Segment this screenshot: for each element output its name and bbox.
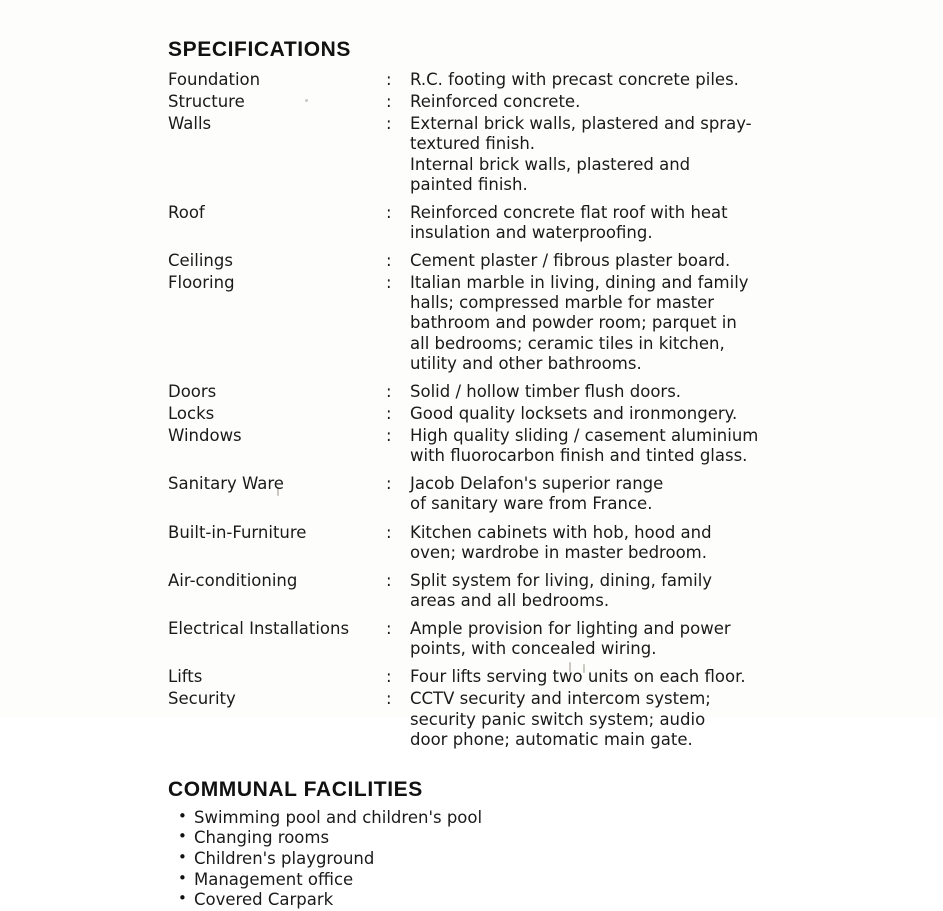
spec-separator: : (386, 570, 392, 590)
table-row (168, 404, 808, 426)
spec-separator: : (386, 426, 392, 445)
spec-value-line: halls; compressed marble for master (410, 293, 715, 313)
table-row (168, 70, 808, 92)
spec-value-line: Jacob Delafon's superior range (410, 474, 664, 494)
spec-separator: : (386, 70, 392, 89)
list-item: • Changing rooms (178, 828, 808, 849)
spec-value (410, 426, 808, 468)
spec-value (410, 376, 808, 404)
spec-value-line: Good quality locksets and ironmongery. (410, 403, 738, 423)
table-row (168, 114, 808, 197)
spec-separator: : (386, 689, 392, 709)
spec-value-line: R.C. footing with precast concrete piles. (410, 70, 739, 89)
communal-facilities-list (168, 808, 808, 911)
spec-separator: : (386, 92, 392, 112)
list-item: • Covered Carpark (178, 890, 808, 911)
specifications-table (168, 70, 808, 752)
spec-separator: : (386, 474, 392, 494)
spec-label: Built-in-Furniture (168, 522, 307, 542)
spec-value-line: utility and other bathrooms. (410, 353, 642, 373)
table-row (168, 197, 808, 245)
spec-value (410, 92, 808, 114)
spec-value-line: Italian marble in living, dining and family (410, 273, 749, 293)
spec-value-line: CCTV security and intercom system; (410, 689, 711, 709)
table-row (168, 273, 808, 376)
list-item: • Management office (178, 870, 808, 891)
spec-value (410, 245, 808, 273)
table-row (168, 376, 808, 404)
spec-separator: : (386, 273, 392, 293)
communal-facilities-section (168, 778, 808, 911)
spec-value (410, 273, 808, 376)
spec-value-line: External brick walls, plastered and spray- (410, 114, 752, 134)
spec-separator: : (386, 522, 392, 542)
specifications-heading: SPECIFICATIONS (168, 38, 352, 61)
spec-label: Air-conditioning (168, 570, 298, 590)
spec-separator: : (386, 114, 392, 134)
table-row (168, 92, 808, 114)
spec-label: Walls (168, 114, 212, 134)
table-row (168, 661, 808, 689)
spec-value-line: points, with concealed wiring. (410, 639, 657, 659)
spec-label: Doors (168, 381, 217, 401)
spec-value-line: door phone; automatic main gate. (410, 729, 693, 749)
spec-value (410, 517, 808, 565)
spec-value-line: with fluorocarbon finish and tinted glass. (410, 446, 748, 466)
spec-label: Sanitary Ware (168, 474, 284, 494)
spec-label: Ceilings (168, 251, 233, 270)
spec-label: Electrical Installations (168, 619, 350, 638)
list-item: • Children's playground (178, 849, 808, 870)
spec-value-line: High quality sliding / casement aluminium (410, 426, 759, 445)
spec-value-line: Solid / hollow timber flush doors. (410, 381, 682, 401)
spec-separator: : (386, 403, 392, 423)
spec-value (410, 114, 808, 197)
spec-value (410, 661, 808, 689)
table-row (168, 565, 808, 613)
spec-separator: : (386, 619, 392, 638)
spec-value-line: painted finish. (410, 174, 528, 194)
spec-value (410, 197, 808, 245)
spec-label: Security (168, 689, 236, 709)
spec-value (410, 70, 808, 92)
spec-label: Locks (168, 403, 215, 423)
spec-value (410, 565, 808, 613)
spec-value-line: Four lifts serving two units on each floor. (410, 667, 746, 687)
spec-value (410, 468, 808, 516)
table-row (168, 468, 808, 516)
spec-label: Lifts (168, 667, 203, 687)
spec-value-line: insulation and waterproofing. (410, 222, 653, 242)
document-content (168, 38, 808, 911)
spec-label: Foundation (168, 70, 261, 89)
communal-facilities-heading: COMMUNAL FACILITIES (168, 777, 423, 801)
spec-value-line: security panic switch system; audio (410, 709, 706, 729)
spec-value-line: oven; wardrobe in master bedroom. (410, 542, 707, 562)
spec-value-line: bathroom and powder room; parquet in (410, 313, 737, 333)
spec-value-line: Split system for living, dining, family (410, 570, 713, 590)
spec-separator: : (386, 667, 392, 687)
table-row (168, 245, 808, 273)
spec-separator: : (386, 251, 392, 270)
table-row (168, 517, 808, 565)
spec-value (410, 689, 808, 751)
table-row (168, 689, 808, 751)
spec-separator: : (386, 381, 392, 401)
table-row (168, 613, 808, 661)
spec-value-line: Ample provision for lighting and power (410, 619, 731, 638)
spec-label: Structure (168, 92, 245, 112)
specifications-table-body (168, 70, 808, 752)
spec-value-line: areas and all bedrooms. (410, 590, 610, 610)
spec-value (410, 404, 808, 426)
spec-value (410, 613, 808, 661)
spec-value-line: Kitchen cabinets with hob, hood and (410, 522, 712, 542)
spec-label: Flooring (168, 273, 235, 293)
spec-value-line: Reinforced concrete. (410, 92, 581, 112)
spec-separator: : (386, 202, 392, 222)
spec-value-line: Internal brick walls, plastered and (410, 154, 691, 174)
spec-value-line: Reinforced concrete flat roof with heat (410, 202, 728, 222)
spec-value-line: of sanitary ware from France. (410, 494, 653, 514)
spec-label: Windows (168, 426, 242, 445)
table-row (168, 426, 808, 468)
list-item: • Swimming pool and children's pool (178, 808, 808, 829)
spec-value-line: all bedrooms; ceramic tiles in kitchen, (410, 333, 725, 353)
spec-label: Roof (168, 202, 205, 222)
spec-value-line: Cement plaster / fibrous plaster board. (410, 251, 731, 270)
spec-value-line: textured finish. (410, 134, 536, 154)
